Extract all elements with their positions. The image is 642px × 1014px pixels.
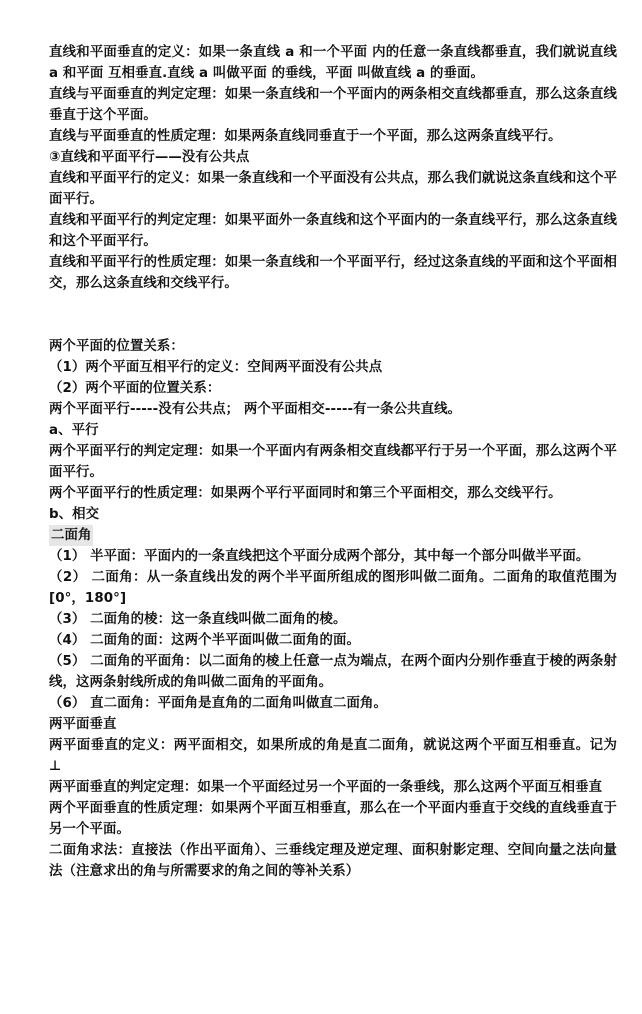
item-half-plane: （1） 半平面：平面内的一条直线把这个平面分成两个部分，其中每一个部分叫做半平面。 — [49, 549, 590, 564]
planes-relation-summary: 两个平面平行-----没有公共点； 两个平面相交-----有一条公共直线。 — [49, 402, 462, 417]
theorem-planes-parallel-criterion: 两个平面平行的判定定理：如果一个平面内有两条相交直线都平行于另一个平面，那么这两个平面平行。 — [49, 444, 617, 480]
dihedral-angle-methods: 二面角求法：直接法（作出平面角）、三垂线定理及逆定理、面积射影定理、空间向量之法向量法（注意求出的角与所需要求的角之间的等补关系） — [49, 843, 617, 879]
heading-two-planes-position: 两个平面的位置关系： — [49, 339, 184, 354]
definition-planes-parallel: （1）两个平面互相平行的定义：空间两平面没有公共点 — [49, 360, 383, 375]
item-dihedral-faces: （4） 二面角的面：这两个半平面叫做二面角的面。 — [49, 633, 360, 648]
definition-line-plane-parallel: 直线和平面平行的定义：如果一条直线和一个平面没有公共点，那么我们就说这条直线和这个平面平行。 — [49, 171, 617, 207]
theorem-planes-perpendicular-property: 两个平面垂直的性质定理：如果两个平面互相垂直，那么在一个平面内垂直于交线的直线垂直于另一个平面。 — [49, 801, 617, 837]
heading-parallel: a、平行 — [49, 423, 99, 438]
heading-dihedral-angle-row — [49, 525, 617, 546]
document-page — [49, 42, 617, 882]
definition-planes-perpendicular: 两平面垂直的定义：两平面相交，如果所成的角是直二面角，就说这两个平面互相垂直。记为 ⊥ — [49, 738, 617, 774]
theorem-line-plane-parallel-property: 直线和平面平行的性质定理：如果一条直线和一个平面平行，经过这条直线的平面和这个平面相交，那么这条直线和交线平行。 — [49, 255, 617, 291]
heading-intersect: b、相交 — [49, 507, 100, 522]
theorem-planes-perpendicular-criterion: 两平面垂直的判定定理：如果一个平面经过另一个平面的一条垂线，那么这两个平面互相垂直 — [49, 780, 603, 795]
item-dihedral-angle: （2） 二面角：从一条直线出发的两个半平面所组成的图形叫做二面角。二面角的取值范围为 [0°，180°] — [49, 570, 617, 606]
section-gap — [49, 294, 617, 336]
heading-planes-perpendicular: 两平面垂直 — [49, 717, 117, 732]
item-right-dihedral: （6） 直二面角：平面角是直角的二面角叫做直二面角。 — [49, 696, 387, 711]
heading-planes-position-relation: （2）两个平面的位置关系： — [49, 381, 221, 396]
heading-line-plane-parallel: ③直线和平面平行——没有公共点 — [49, 150, 250, 165]
theorem-line-plane-perpendicular-property: 直线与平面垂直的性质定理：如果两条直线同垂直于一个平面，那么这两条直线平行。 — [49, 129, 562, 144]
theorem-line-plane-perpendicular-criterion: 直线与平面垂直的判定定理：如果一条直线和一个平面内的两条相交直线都垂直，那么这条直线垂直于这个平面。 — [49, 87, 617, 123]
heading-dihedral-angle: 二面角 — [49, 525, 93, 546]
item-dihedral-edge: （3） 二面角的棱：这一条直线叫做二面角的棱。 — [49, 612, 347, 627]
section-two-planes — [49, 336, 617, 882]
theorem-line-plane-parallel-criterion: 直线和平面平行的判定定理：如果平面外一条直线和这个平面内的一条直线平行，那么这条直线和这个平面平行。 — [49, 213, 617, 249]
section-line-plane — [49, 42, 617, 294]
item-dihedral-plane-angle: （5） 二面角的平面角：以二面角的棱上任意一点为端点，在两个面内分别作垂直于棱的两条射线，这两条射线所成的角叫做二面角的平面角。 — [49, 654, 617, 690]
theorem-planes-parallel-property: 两个平面平行的性质定理：如果两个平行平面同时和第三个平面相交，那么交线平行。 — [49, 486, 562, 501]
definition-line-plane-perpendicular: 直线和平面垂直的定义：如果一条直线 a 和一个平面 内的任意一条直线都垂直，我们就说直线 a 和平面 互相垂直.直线 a 叫做平面 的垂线，平面 叫做直线 a 的垂面。 — [49, 45, 617, 81]
